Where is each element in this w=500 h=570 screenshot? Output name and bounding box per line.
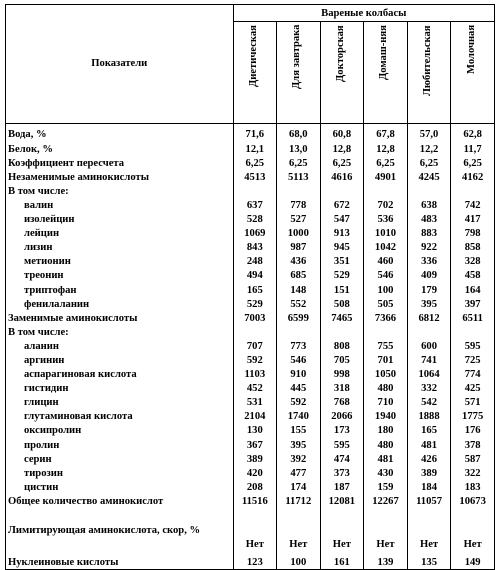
value-cell: 100 [364, 283, 408, 297]
value-cell: 600 [407, 339, 450, 353]
value-cell: 139 [364, 553, 408, 570]
value-cell: 547 [320, 213, 364, 227]
row-label: цистин [6, 480, 234, 494]
row-label: метионин [6, 255, 234, 269]
row-label: Общее количество аминокислот [6, 494, 234, 508]
row-label: тирозин [6, 466, 234, 480]
row-label: Белок, % [6, 142, 234, 156]
value-cell: 778 [277, 198, 320, 212]
value-cell: 843 [233, 241, 276, 255]
value-cell: 4162 [451, 170, 495, 184]
value-cell: 159 [364, 480, 408, 494]
value-cell: 208 [233, 480, 276, 494]
value-cell: 420 [233, 466, 276, 480]
value-cell: 452 [233, 382, 276, 396]
value-cell: 151 [320, 283, 364, 297]
column-header-label: Молочная [465, 25, 477, 75]
value-cell: 12,2 [407, 142, 450, 156]
value-cell: 480 [364, 382, 408, 396]
value-cell: 11,7 [451, 142, 495, 156]
value-cell: 808 [320, 339, 364, 353]
value-cell: 13,0 [277, 142, 320, 156]
row-label: Коэффициент пересчета [6, 156, 234, 170]
value-cell: 123 [233, 553, 276, 570]
value-cell: 755 [364, 339, 408, 353]
row-label: триптофан [6, 283, 234, 297]
value-cell: 1775 [451, 410, 495, 424]
value-cell: 1050 [364, 368, 408, 382]
value-cell: 176 [451, 424, 495, 438]
value-cell: 998 [320, 368, 364, 382]
table-row [6, 325, 495, 339]
value-cell [451, 325, 495, 339]
value-cell: 164 [451, 283, 495, 297]
table-row [6, 452, 495, 466]
value-cell: 858 [451, 241, 495, 255]
value-cell: 458 [451, 269, 495, 283]
value-cell: 161 [320, 553, 364, 570]
value-cell: 798 [451, 227, 495, 241]
table-row [6, 494, 495, 508]
value-cell: 1103 [233, 368, 276, 382]
value-cell: 173 [320, 424, 364, 438]
value-cell [277, 325, 320, 339]
table-row [6, 269, 495, 283]
value-cell: 11516 [233, 494, 276, 508]
value-cell: 135 [407, 553, 450, 570]
value-cell: 494 [233, 269, 276, 283]
row-label: аспарагиновая кислота [6, 368, 234, 382]
value-cell: 2104 [233, 410, 276, 424]
value-cell [277, 184, 320, 198]
value-cell: 529 [233, 297, 276, 311]
value-cell: 332 [407, 382, 450, 396]
column-header [451, 22, 495, 124]
value-cell: 6,25 [451, 156, 495, 170]
row-label: глицин [6, 396, 234, 410]
table-header [6, 5, 495, 124]
row-label: изолейцин [6, 213, 234, 227]
column-header-label: Диетическая [247, 25, 259, 87]
value-cell: 389 [407, 466, 450, 480]
value-cell: 248 [233, 255, 276, 269]
value-cell: Нет [277, 509, 320, 553]
value-cell: 595 [451, 339, 495, 353]
value-cell [233, 325, 276, 339]
row-label: глутаминовая кислота [6, 410, 234, 424]
value-cell: 592 [277, 396, 320, 410]
table-row [6, 184, 495, 198]
row-label: Заменимые аминокислоты [6, 311, 234, 325]
value-cell: 409 [407, 269, 450, 283]
value-cell: 4245 [407, 170, 450, 184]
value-cell: 445 [277, 382, 320, 396]
value-cell [233, 184, 276, 198]
table-row [6, 255, 495, 269]
value-cell: 710 [364, 396, 408, 410]
value-cell: 395 [407, 297, 450, 311]
table-row [6, 382, 495, 396]
value-cell [364, 184, 408, 198]
value-cell: 10673 [451, 494, 495, 508]
value-cell: 536 [364, 213, 408, 227]
value-cell: 587 [451, 452, 495, 466]
value-cell: 395 [277, 438, 320, 452]
value-cell: 637 [233, 198, 276, 212]
table-row [6, 466, 495, 480]
value-cell: 12267 [364, 494, 408, 508]
value-cell: 430 [364, 466, 408, 480]
value-cell: 389 [233, 452, 276, 466]
table-row [6, 170, 495, 184]
value-cell [407, 184, 450, 198]
value-cell: 672 [320, 198, 364, 212]
value-cell [320, 184, 364, 198]
value-cell: 392 [277, 452, 320, 466]
value-cell: 351 [320, 255, 364, 269]
row-label: треонин [6, 269, 234, 283]
value-cell: 11712 [277, 494, 320, 508]
value-cell: 426 [407, 452, 450, 466]
value-cell: 481 [407, 438, 450, 452]
value-cell: 60,8 [320, 124, 364, 143]
value-cell: 6,25 [364, 156, 408, 170]
value-cell [407, 325, 450, 339]
value-cell: 155 [277, 424, 320, 438]
value-cell: 7465 [320, 311, 364, 325]
value-cell: 477 [277, 466, 320, 480]
value-cell: 7366 [364, 311, 408, 325]
value-cell: 480 [364, 438, 408, 452]
table-row [6, 480, 495, 494]
value-cell: 11057 [407, 494, 450, 508]
value-cell: 6812 [407, 311, 450, 325]
column-header-label: Любительская [422, 25, 434, 96]
value-cell: Нет [407, 509, 450, 553]
row-label: В том числе: [6, 184, 234, 198]
value-cell: 425 [451, 382, 495, 396]
value-cell: Нет [233, 509, 276, 553]
table-row [6, 339, 495, 353]
row-label: фенилаланин [6, 297, 234, 311]
value-cell: 1000 [277, 227, 320, 241]
value-cell: 474 [320, 452, 364, 466]
value-cell: 768 [320, 396, 364, 410]
value-cell: 12,8 [320, 142, 364, 156]
boiled-sausages-header: Вареные колбасы [233, 5, 494, 22]
value-cell: 592 [233, 354, 276, 368]
value-cell: 187 [320, 480, 364, 494]
value-cell: 6599 [277, 311, 320, 325]
value-cell: 12081 [320, 494, 364, 508]
value-cell: 328 [451, 255, 495, 269]
value-cell: 542 [407, 396, 450, 410]
value-cell: 1740 [277, 410, 320, 424]
value-cell: 922 [407, 241, 450, 255]
row-label: Лимитирующая аминокислота, скор, % [6, 509, 234, 553]
value-cell: 179 [407, 283, 450, 297]
table-row [6, 227, 495, 241]
row-label: гистидин [6, 382, 234, 396]
indicators-header: Показатели [6, 5, 234, 124]
value-cell: 725 [451, 354, 495, 368]
value-cell: 57,0 [407, 124, 450, 143]
value-cell: 707 [233, 339, 276, 353]
table-row [6, 438, 495, 452]
value-cell: 1064 [407, 368, 450, 382]
table-row [6, 368, 495, 382]
value-cell: 508 [320, 297, 364, 311]
value-cell: 774 [451, 368, 495, 382]
row-label: валин [6, 198, 234, 212]
value-cell: 945 [320, 241, 364, 255]
row-label: оксипролин [6, 424, 234, 438]
table-row [6, 241, 495, 255]
value-cell: 1010 [364, 227, 408, 241]
value-cell: 4513 [233, 170, 276, 184]
value-cell: 2066 [320, 410, 364, 424]
column-header [277, 22, 320, 124]
value-cell: 397 [451, 297, 495, 311]
column-header [233, 22, 276, 124]
value-cell: 436 [277, 255, 320, 269]
value-cell: 180 [364, 424, 408, 438]
value-cell: 1940 [364, 410, 408, 424]
value-cell: 546 [364, 269, 408, 283]
value-cell [364, 325, 408, 339]
value-cell: 174 [277, 480, 320, 494]
value-cell: 638 [407, 198, 450, 212]
value-cell: 1042 [364, 241, 408, 255]
value-cell: 67,8 [364, 124, 408, 143]
value-cell: Нет [364, 509, 408, 553]
row-label: лейцин [6, 227, 234, 241]
table-row [6, 509, 495, 553]
row-label: Вода, % [6, 124, 234, 143]
value-cell: 100 [277, 553, 320, 570]
value-cell [451, 184, 495, 198]
value-cell: 483 [407, 213, 450, 227]
value-cell: 460 [364, 255, 408, 269]
table-row [6, 198, 495, 212]
value-cell: 987 [277, 241, 320, 255]
value-cell: 12,8 [364, 142, 408, 156]
row-label: В том числе: [6, 325, 234, 339]
table-row [6, 156, 495, 170]
value-cell: 1069 [233, 227, 276, 241]
column-header-label: Домаш-няя [378, 25, 390, 80]
value-cell: 130 [233, 424, 276, 438]
value-cell: 6,25 [277, 156, 320, 170]
value-cell: 68,0 [277, 124, 320, 143]
value-cell: 4616 [320, 170, 364, 184]
value-cell: Нет [451, 509, 495, 553]
value-cell: 318 [320, 382, 364, 396]
value-cell: 741 [407, 354, 450, 368]
column-header-label: Для завтрака [291, 25, 303, 90]
value-cell: 1888 [407, 410, 450, 424]
value-cell: 373 [320, 466, 364, 480]
value-cell: 705 [320, 354, 364, 368]
value-cell: 62,8 [451, 124, 495, 143]
value-cell: 552 [277, 297, 320, 311]
value-cell: 685 [277, 269, 320, 283]
value-cell: 742 [451, 198, 495, 212]
table-row [6, 283, 495, 297]
table-row [6, 311, 495, 325]
row-label: аланин [6, 339, 234, 353]
value-cell: 6,25 [233, 156, 276, 170]
value-cell: 71,6 [233, 124, 276, 143]
row-label: Нуклеиновые кислоты [6, 553, 234, 570]
value-cell: 367 [233, 438, 276, 452]
table-row [6, 396, 495, 410]
value-cell: 883 [407, 227, 450, 241]
row-label: пролин [6, 438, 234, 452]
value-cell: 773 [277, 339, 320, 353]
table-row [6, 213, 495, 227]
value-cell: 910 [277, 368, 320, 382]
table-row [6, 424, 495, 438]
table-row [6, 124, 495, 143]
table-body [6, 124, 495, 570]
value-cell: 148 [277, 283, 320, 297]
value-cell: 149 [451, 553, 495, 570]
value-cell: 378 [451, 438, 495, 452]
value-cell: Нет [320, 509, 364, 553]
value-cell: 913 [320, 227, 364, 241]
column-header-label: Докторская [334, 25, 346, 82]
row-label: лизин [6, 241, 234, 255]
value-cell: 6511 [451, 311, 495, 325]
value-cell: 184 [407, 480, 450, 494]
value-cell: 527 [277, 213, 320, 227]
column-header [364, 22, 408, 124]
value-cell: 6,25 [320, 156, 364, 170]
row-label: Незаменимые аминокислоты [6, 170, 234, 184]
column-header [320, 22, 364, 124]
value-cell: 6,25 [407, 156, 450, 170]
amino-acid-table [5, 4, 495, 570]
value-cell: 322 [451, 466, 495, 480]
row-label: серин [6, 452, 234, 466]
value-cell: 701 [364, 354, 408, 368]
value-cell [320, 325, 364, 339]
column-header [407, 22, 450, 124]
value-cell: 417 [451, 213, 495, 227]
value-cell: 595 [320, 438, 364, 452]
value-cell: 571 [451, 396, 495, 410]
value-cell: 7003 [233, 311, 276, 325]
value-cell: 336 [407, 255, 450, 269]
value-cell: 165 [233, 283, 276, 297]
value-cell: 12,1 [233, 142, 276, 156]
header-row-top [6, 5, 495, 22]
value-cell: 165 [407, 424, 450, 438]
value-cell: 481 [364, 452, 408, 466]
table-row [6, 142, 495, 156]
table-row [6, 354, 495, 368]
row-label: аргинин [6, 354, 234, 368]
value-cell: 546 [277, 354, 320, 368]
value-cell: 702 [364, 198, 408, 212]
value-cell: 531 [233, 396, 276, 410]
value-cell: 5113 [277, 170, 320, 184]
value-cell: 183 [451, 480, 495, 494]
value-cell: 529 [320, 269, 364, 283]
table-row [6, 410, 495, 424]
value-cell: 528 [233, 213, 276, 227]
table-row [6, 297, 495, 311]
value-cell: 505 [364, 297, 408, 311]
value-cell: 4901 [364, 170, 408, 184]
